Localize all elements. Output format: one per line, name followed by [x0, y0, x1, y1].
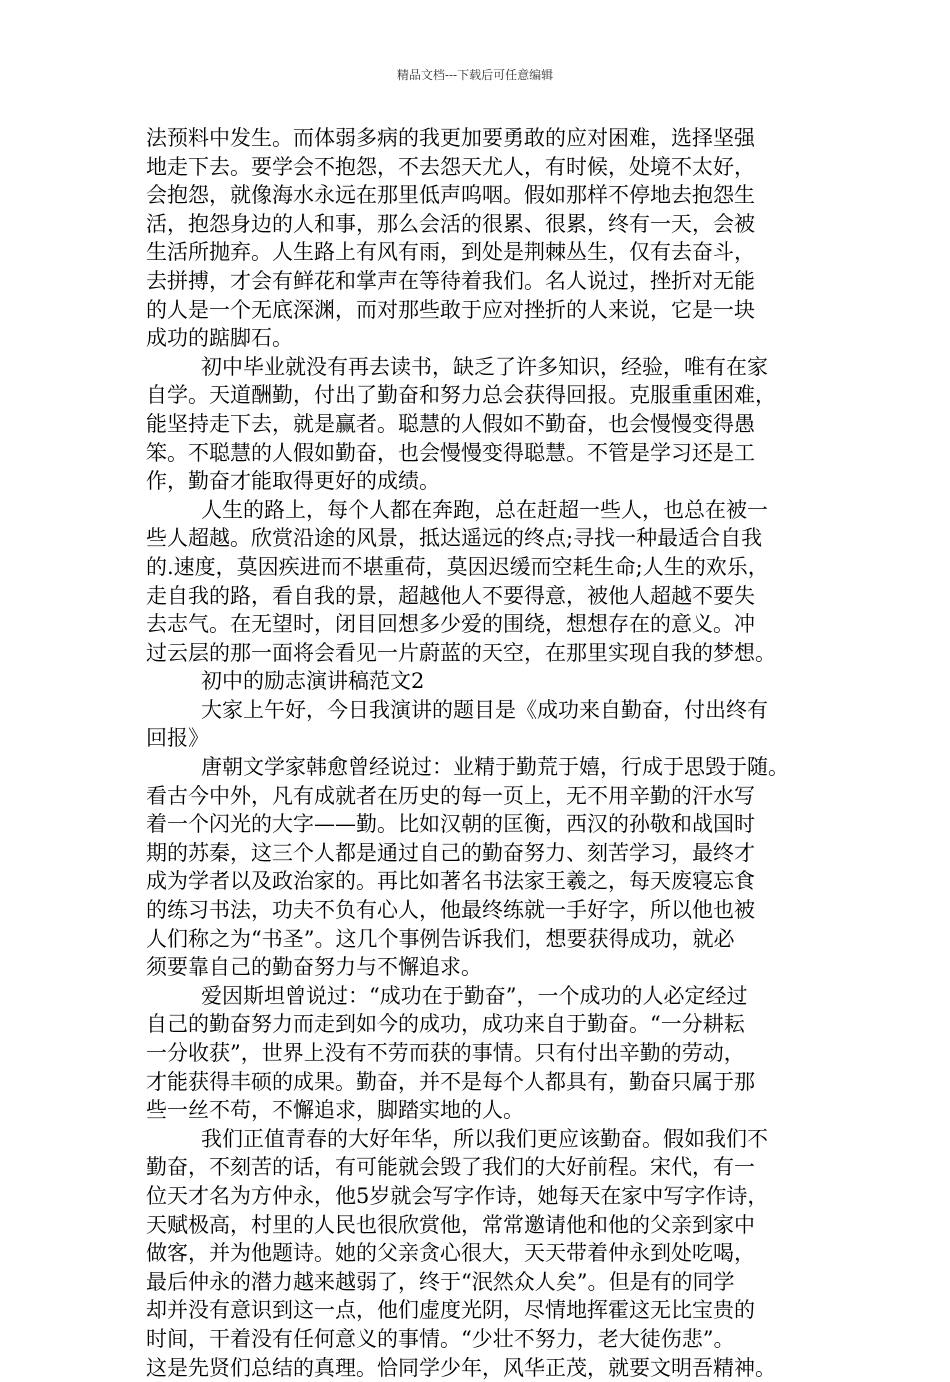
text-line: 天赋极高，村里的人民也很欣赏他，常常邀请他和他的父亲到家中 — [146, 1212, 755, 1237]
text-line: 一分收获”，世界上没有不劳而获的事情。只有付出辛勤的劳动， — [146, 1041, 745, 1065]
text-line: 位天才名为方仲永，他5岁就会写字作诗，她每天在家中写字作诗， — [146, 1183, 769, 1208]
text-line: 作，勤奋才能取得更好的成绩。 — [146, 469, 440, 494]
text-line: 这是先贤们总结的真理。恰同学少年，风华正茂，就要文明吾精神。 — [146, 1355, 776, 1380]
text-line: 自己的勤奋努力而走到如今的成功，成功来自于勤奋。“一分耕耘 — [146, 1012, 745, 1037]
text-line: 人生的路上，每个人都在奔跑，总在赶超一些人，也总在被一 — [201, 497, 768, 522]
text-line: 能坚持走下去，就是赢者。聪慧的人假如不勤奋，也会慢慢变得愚 — [146, 411, 755, 436]
text-line: 自学。天道酬勤，付出了勤奋和努力总会获得回报。克服重重困难， — [146, 383, 776, 408]
text-line: 才能获得丰硕的成果。勤奋，并不是每个人都具有，勤奋只属于那 — [146, 1069, 755, 1094]
document-body — [146, 124, 806, 1382]
text-line: 须要靠自己的勤奋努力与不懈追求。 — [146, 955, 482, 980]
text-line: 看古今中外，凡有成就者在历史的每一页上，无不用辛勤的汗水写 — [146, 783, 755, 808]
text-line: 初中毕业就没有再去读书，缺乏了许多知识，经验，唯有在家 — [201, 354, 768, 379]
text-line: 我们正值青春的大好年华，所以我们更应该勤奋。假如我们不 — [201, 1126, 768, 1151]
text-line: 的人是一个无底深渊，而对那些敢于应对挫折的人来说，它是一块 — [146, 297, 755, 322]
text-line: 期的苏秦，这三个人都是通过自己的勤奋努力、刻苦学习，最终才 — [146, 840, 755, 865]
page-header: 精品文档---下载后可任意编辑 — [396, 68, 554, 82]
text-line: 去志气。在无望时，闭目回想多少爱的围绕，想想存在的意义。冲 — [146, 612, 755, 637]
text-line: 勤奋，不刻苦的话，有可能就会毁了我们的大好前程。宋代，有一 — [146, 1155, 755, 1180]
text-line: 生活所抛弃。人生路上有风有雨，到处是荆棘丛生，仅有去奋斗， — [146, 240, 755, 265]
text-line: 初中的励志演讲稿范文2 — [201, 669, 425, 694]
text-line: 回报》 — [146, 726, 209, 751]
text-line: 大家上午好，今日我演讲的题目是《成功来自勤奋，付出终有 — [201, 697, 768, 722]
text-line: 做客，并为他题诗。她的父亲贪心很大，天天带着仲永到处吃喝， — [146, 1241, 755, 1266]
text-line: 会抱怨，就像海水永远在那里低声呜咽。假如那样不停地去抱怨生 — [146, 183, 755, 208]
text-line: 成功的踮脚石。 — [146, 326, 293, 351]
text-line: 成为学者以及政治家的。再比如著名书法家王羲之，每天废寝忘食 — [146, 869, 755, 894]
text-line: 人们称之为“书圣”。这几个事例告诉我们，想要获得成功，就必 — [146, 926, 735, 951]
text-line: 爱因斯坦曾说过：“成功在于勤奋”，一个成功的人必定经过 — [201, 983, 748, 1008]
text-line: 活，抱怨身边的人和事，那么会活的很累、很累，终有一天，会被 — [146, 211, 755, 236]
text-line: 笨。不聪慧的人假如勤奋，也会慢慢变得聪慧。不管是学习还是工 — [146, 440, 755, 465]
text-line: 去拼搏，才会有鲜花和掌声在等待着我们。名人说过，挫折对无能 — [146, 268, 755, 293]
text-line: 时间，干着没有任何意义的事情。“少壮不努力，老大徒伤悲”。 — [146, 1326, 735, 1351]
text-line: 地走下去。要学会不抱怨，不去怨天尤人，有时候，处境不太好， — [146, 154, 755, 179]
text-line: 唐朝文学家韩愈曾经说过：业精于勤荒于嬉，行成于思毁于随。 — [201, 755, 789, 780]
text-line: 过云层的那一面将会看见一片蔚蓝的天空，在那里实现自我的梦想。 — [146, 640, 776, 665]
text-line: 却并没有意识到这一点，他们虚度光阴，尽情地挥霍这无比宝贵的 — [146, 1298, 755, 1323]
text-line: 走自我的路，看自我的景，超越他人不要得意，被他人超越不要失 — [146, 583, 755, 608]
text-line: 法预料中发生。而体弱多病的我更加要勇敢的应对困难，选择坚强 — [146, 126, 755, 150]
text-line: 最后仲永的潜力越来越弱了，终于“泯然众人矣”。但是有的同学 — [146, 1269, 735, 1294]
text-line: 的.速度，莫因疾进而不堪重荷，莫因迟缓而空耗生命;人生的欢乐， — [146, 554, 769, 579]
text-line: 着一个闪光的大字——勤。比如汉朝的匡衡，西汉的孙敬和战国时 — [146, 812, 755, 837]
text-line: 些一丝不苟，不懈追求，脚踏实地的人。 — [146, 1098, 524, 1123]
text-line: 的练习书法，功夫不负有心人，他最终练就一手好字，所以他也被 — [146, 898, 755, 923]
text-line: 些人超越。欣赏沿途的风景，抵达遥远的终点;寻找一种最适合自我 — [146, 526, 763, 551]
